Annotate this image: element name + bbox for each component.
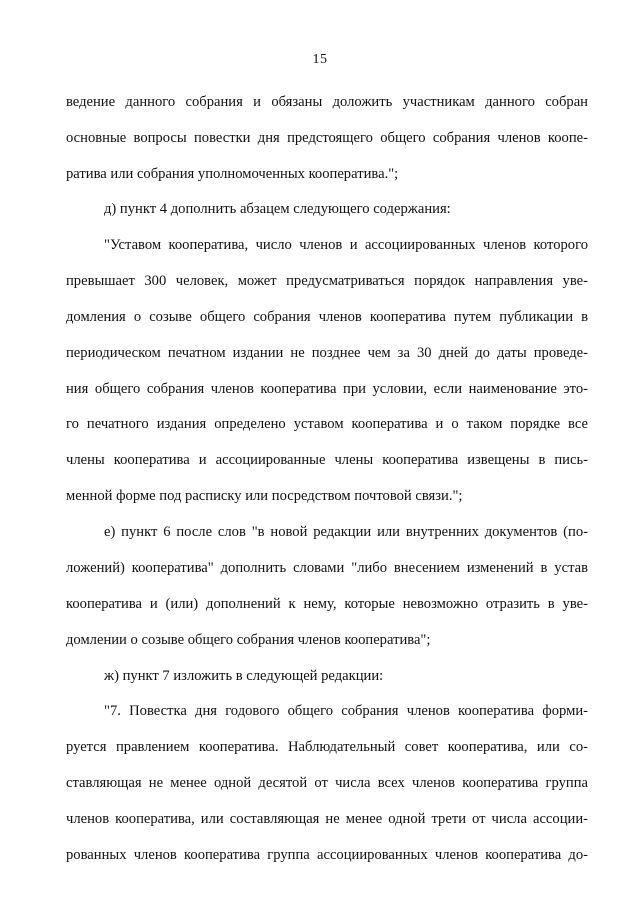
- text-line: домлении о созыве общего собрания членов кооператива";: [66, 632, 431, 648]
- text-line: кооператива и (или) дополнений к нему, которые невозможно отразить в уве-: [66, 596, 588, 612]
- text-line: го печатного издания определено уставом кооператива и о таком порядке все: [66, 416, 588, 432]
- text-line: домления о созыве общего собрания членов кооператива путем публикации в: [66, 309, 588, 325]
- paragraph-first-line: е) пункт 6 после слов "в новой редакции или внутренних документов (по-: [104, 524, 588, 540]
- text-line: рованных членов кооператива группа ассоциированных членов кооператива до-: [66, 847, 588, 863]
- paragraph-first-line: "Уставом кооператива, число членов и ассоциированных членов которого: [104, 237, 588, 253]
- paragraph-first-line: ж) пункт 7 изложить в следующей редакции:: [104, 668, 384, 684]
- text-line: ставляющая не менее одной десятой от числа всех членов кооператива группа: [66, 775, 588, 791]
- text-line: превышает 300 человек, может предусматриваться порядок направления уве-: [66, 273, 588, 289]
- page-number: 15: [312, 52, 328, 67]
- text-line: члены кооператива и ассоциированные члены кооператива извещены в пись-: [66, 452, 588, 468]
- text-line: ложений) кооператива" дополнить словами "либо внесением изменений в устав: [66, 560, 588, 576]
- paragraph-first-line: "7. Повестка дня годового общего собрания членов кооператива форми-: [104, 703, 588, 719]
- text-line: периодическом печатном издании не позднее чем за 30 дней до даты проведе-: [66, 345, 588, 361]
- paragraph-first-line: д) пункт 4 дополнить абзацем следующего содержания:: [104, 201, 451, 217]
- text-line: руется правлением кооператива. Наблюдательный совет кооператива, или со-: [66, 739, 588, 755]
- text-line: членов кооператива, или составляющая не менее одной трети от числа ассоции-: [66, 811, 588, 827]
- text-line: ведение данного собрания и обязаны доложить участникам данного собран: [66, 94, 588, 110]
- text-line: основные вопросы повестки дня предстоящего общего собрания членов коопе-: [66, 130, 588, 146]
- text-line: менной форме под расписку или посредством почтовой связи.";: [66, 488, 463, 504]
- text-line: ния общего собрания членов кооператива при условии, если наименование это-: [66, 381, 588, 397]
- text-line: ратива или собрания уполномоченных кооператива.";: [66, 166, 399, 182]
